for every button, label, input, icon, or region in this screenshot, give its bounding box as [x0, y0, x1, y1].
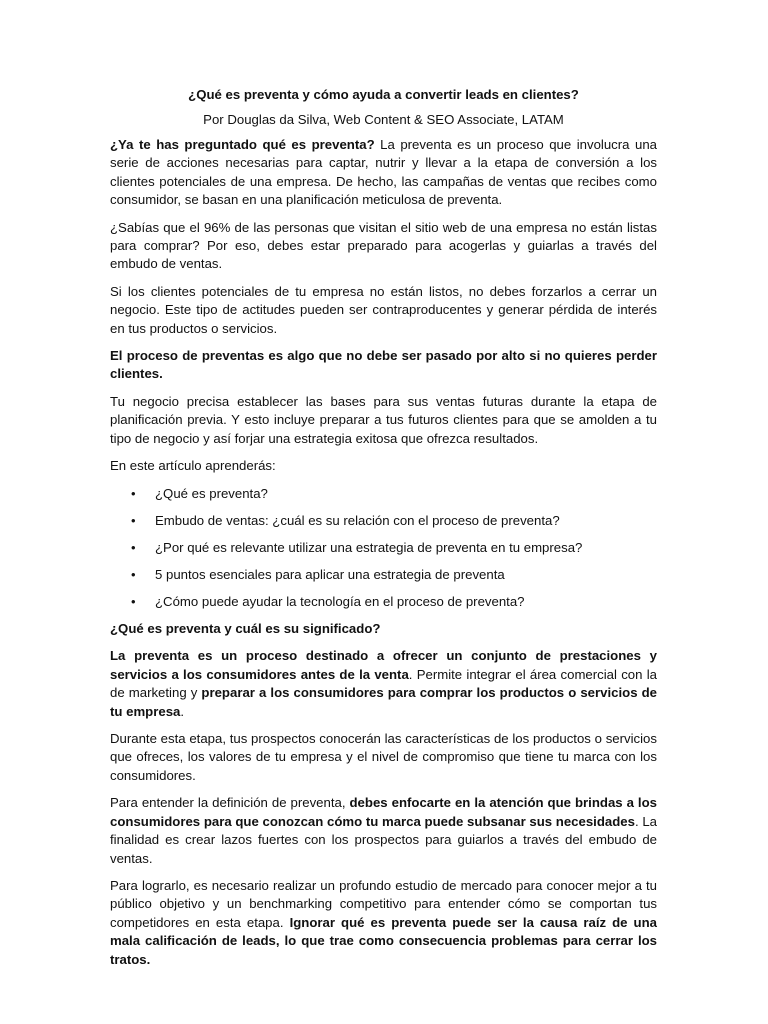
list-item-text: Embudo de ventas: ¿cuál es su relación con el proceso de preventa? — [155, 512, 560, 528]
paragraph-planning: Tu negocio precisa establecer las bases para sus ventas futuras durante la etapa de planificación previa. Y esto incluye preparar a tus futuros clientes para que se amolden a tu tipo de negocio y así forjar una estrategia exitosa que ofrezca resultados. — [110, 393, 657, 446]
paragraph-intro-question — [110, 136, 657, 210]
list-item-text: 5 puntos esenciales para aplicar una estrategia de preventa — [155, 567, 505, 583]
list-item — [110, 593, 657, 611]
bold-statement: El proceso de preventas es algo que no debe ser pasado por alto si no quieres perder clientes. — [110, 348, 657, 382]
topics-intro: En este artículo aprenderás: — [110, 458, 276, 474]
bullet-icon: • — [131, 539, 136, 555]
list-item — [110, 539, 657, 557]
bullet-icon: • — [131, 485, 136, 501]
bold-question: ¿Ya te has preguntado qué es preventa? — [110, 137, 375, 152]
paragraph-definition — [110, 647, 657, 721]
bold-consequence: Ignorar qué es preventa puede ser la causa raíz de una mala calificación de leads, lo que trae como consecuencia problemas para cerrar los tratos. — [110, 914, 657, 967]
paragraph-text: . Permite integrar el área comercial con la de marketing y — [110, 666, 657, 701]
topics-list — [110, 485, 657, 612]
list-item-text: ¿Cómo puede ayudar la tecnología en el proceso de preventa? — [155, 594, 525, 610]
article-byline: Por Douglas da Silva, Web Content & SEO Associate, LATAM — [203, 112, 564, 127]
bullet-icon: • — [131, 594, 136, 610]
bold-focus: debes enfocarte en la atención que brindas a los consumidores para que conozcan cómo tu marca puede subsanar sus necesidades — [110, 795, 657, 829]
paragraph-focus — [110, 794, 657, 868]
list-item-text: ¿Qué es preventa? — [155, 485, 268, 501]
paragraph-statistic: ¿Sabías que el 96% de las personas que visitan el sitio web de una empresa no están listas para comprar? Por eso, debes estar preparado para acogerlas y guiarlas a través del embudo de ventas. — [110, 219, 657, 272]
list-item — [110, 485, 657, 503]
article-title: ¿Qué es preventa y cómo ayuda a convertir leads en clientes? — [188, 87, 579, 102]
bold-definition: La preventa es un proceso destinado a ofrecer un conjunto de prestaciones y servicios a los consumidores antes de la venta — [110, 648, 657, 682]
bullet-icon: • — [131, 567, 136, 583]
bullet-icon: • — [131, 512, 136, 528]
paragraph-text: Para entender la definición de preventa, — [110, 795, 350, 811]
paragraph-text: La preventa es un proceso que involucra una serie de acciones necesarias para captar, nutrir y llevar a la etapa de conversión a los clientes potenciales de una empresa. De hecho, las campañas de ventas que recibes como consumidor, se basan en una planificación meticulosa de preventa. — [110, 137, 657, 208]
paragraph-stage: Durante esta etapa, tus prospectos conocerán las características de los productos o servicios que ofreces, los valores de tu empresa y el nivel de compromiso que tiene tu marca con los consumidores. — [110, 731, 657, 783]
paragraph-key-statement — [110, 347, 657, 384]
paragraph-not-ready: Si los clientes potenciales de tu empresa no están listos, no debes forzarlos a cerrar un negocio. Este tipo de actitudes pueden ser contraproducentes y generar pérdida de interés en tus productos o servicios. — [110, 283, 657, 336]
bold-prepare: preparar a los consumidores para comprar los productos o servicios de tu empresa — [110, 685, 658, 719]
list-item — [110, 512, 657, 530]
section-heading: ¿Qué es preventa y cuál es su significado? — [110, 621, 381, 637]
list-item-text: ¿Por qué es relevante utilizar una estrategia de preventa en tu empresa? — [155, 539, 583, 555]
list-item — [110, 566, 657, 584]
paragraph-text: . — [180, 703, 185, 719]
paragraph-text: Para lograrlo, es necesario realizar un profundo estudio de mercado para conocer mejor a tu público objetivo y un benchmarking competitivo para entender cómo se comportan tus competidores en esta etapa. — [110, 877, 657, 930]
paragraph-text: . La finalidad es crear lazos fuertes con los prospectos para guiarlos a través del embudo de ventas. — [110, 813, 657, 866]
paragraph-research — [110, 877, 657, 969]
